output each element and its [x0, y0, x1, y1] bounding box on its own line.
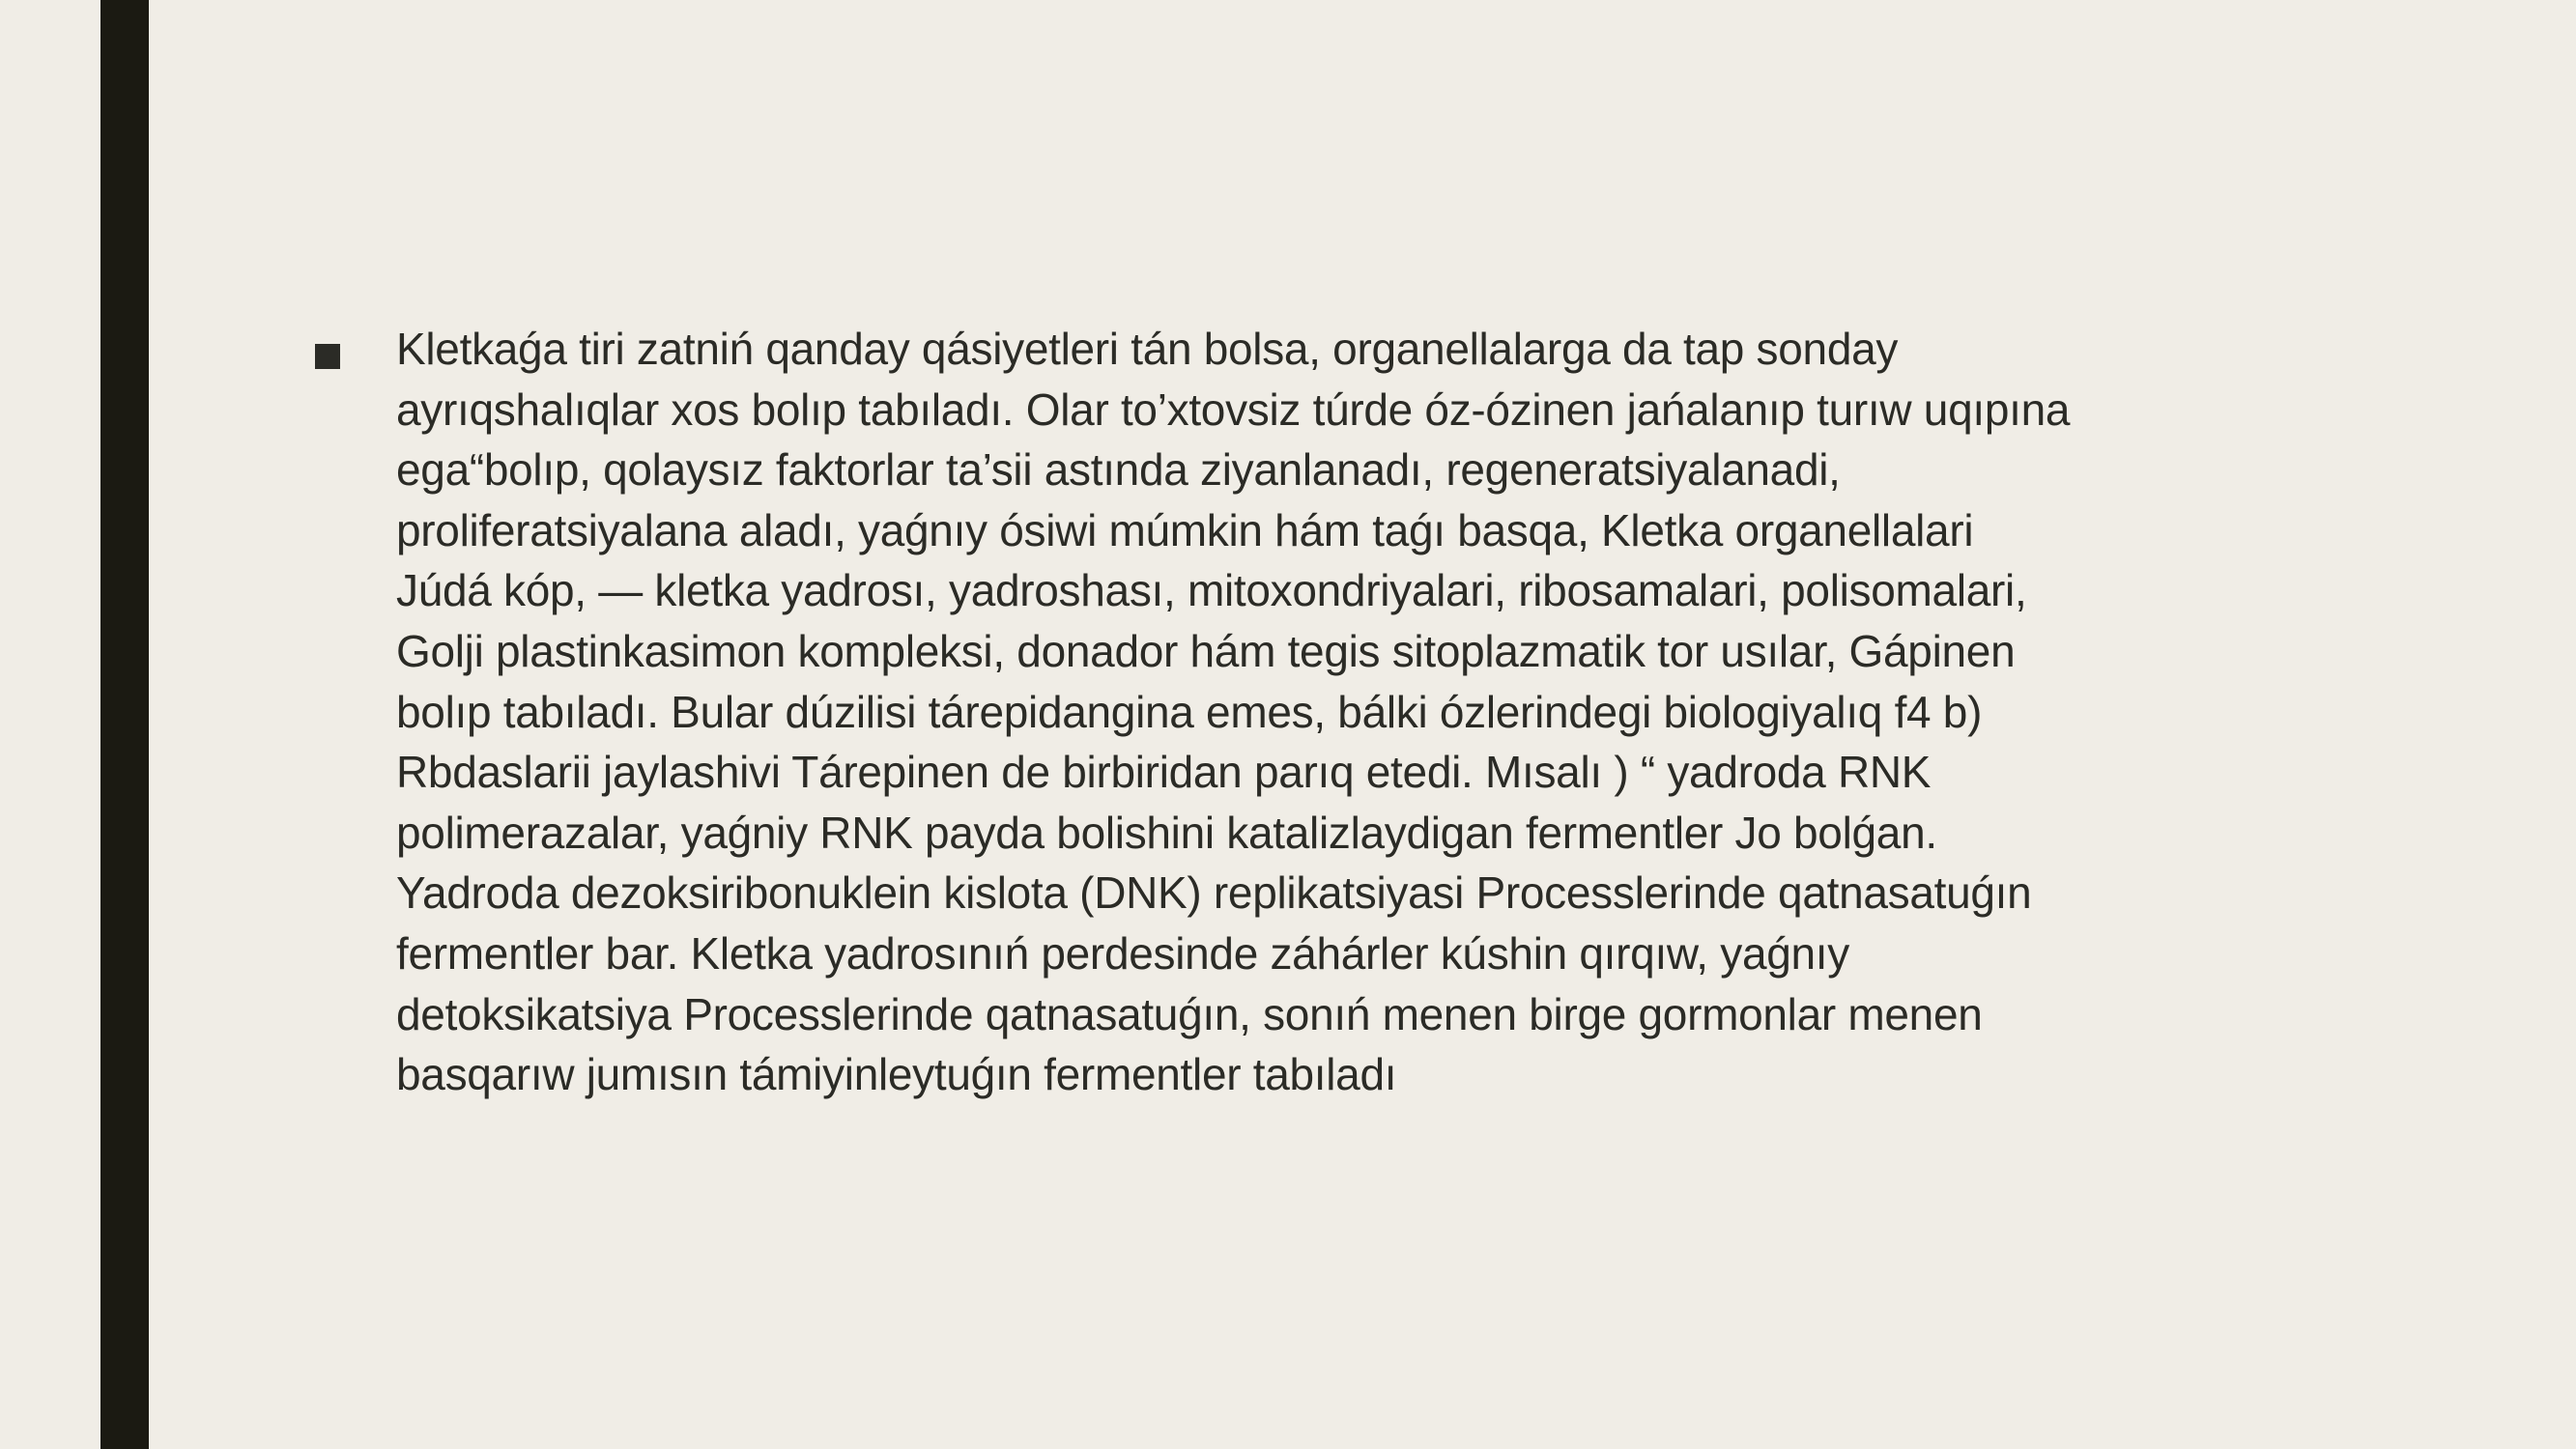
text-line: basqarıw jumısın támiyinleytuǵın fermentler tabıladı [396, 1049, 1397, 1100]
text-line: ayrıqshalıqlar xos bolıp tabıladı. Olar to’xtovsiz túrde óz-ózinen jańalanıp turıw uqıpına [396, 384, 2071, 435]
text-line: polimerazalar, yaǵniy RNK payda bolishini katalizlaydigan fermentler Jo bolǵan. [396, 807, 1937, 858]
text-line: Júdá kóp, — kletka yadrosı, yadroshası, mitoxondriyalari, ribosamalari, polisomalari, [396, 565, 2027, 616]
accent-bar [100, 0, 149, 1449]
text-line: detoksikatsiya Processlerinde qatnasatuǵın, sonıń menen birge gormonlar menen [396, 988, 1983, 1039]
text-line: Rbdaslarii jaylashivi Tárepinen de birbiridan parıq etedi. Mısalı ) “ yadroda RNK [396, 747, 1932, 798]
text-line: fermentler bar. Kletka yadrosınıń perdesinde záhárler kúshin qırqıw, yaǵnıy [396, 927, 1849, 979]
text-line: ega“bolıp, qolaysız faktorlar ta’sii astında ziyanlanadı, regeneratsiyalanadi, [396, 444, 1841, 496]
bullet-text [396, 319, 2354, 1105]
square-bullet-icon [315, 344, 340, 369]
text-line: proliferatsiyalana aladı, yaǵnıy ósiwi múmkin hám taǵı basqa, Kletka organellalari [396, 504, 1974, 555]
text-line: Golji plastinkasimon kompleksi, donador hám tegis sitoplazmatik tor usılar, Gápinen [396, 625, 2016, 676]
text-line: Kletkaǵa tiri zatniń qanday qásiyetleri tán bolsa, organellalarga da tap sonday [396, 324, 1899, 374]
text-line: Yadroda dezoksiribonuklein kislota (DNK) replikatsiyasi Processlerinde qatnasatuǵın [396, 867, 2032, 919]
text-line: bolıp tabıladı. Bular dúzilisi tárepidangina emes, bálki ózlerindegi biologiyalıq f4 b) [396, 686, 1983, 737]
slide-content [315, 319, 2354, 1105]
bullet-item [315, 319, 2354, 1105]
